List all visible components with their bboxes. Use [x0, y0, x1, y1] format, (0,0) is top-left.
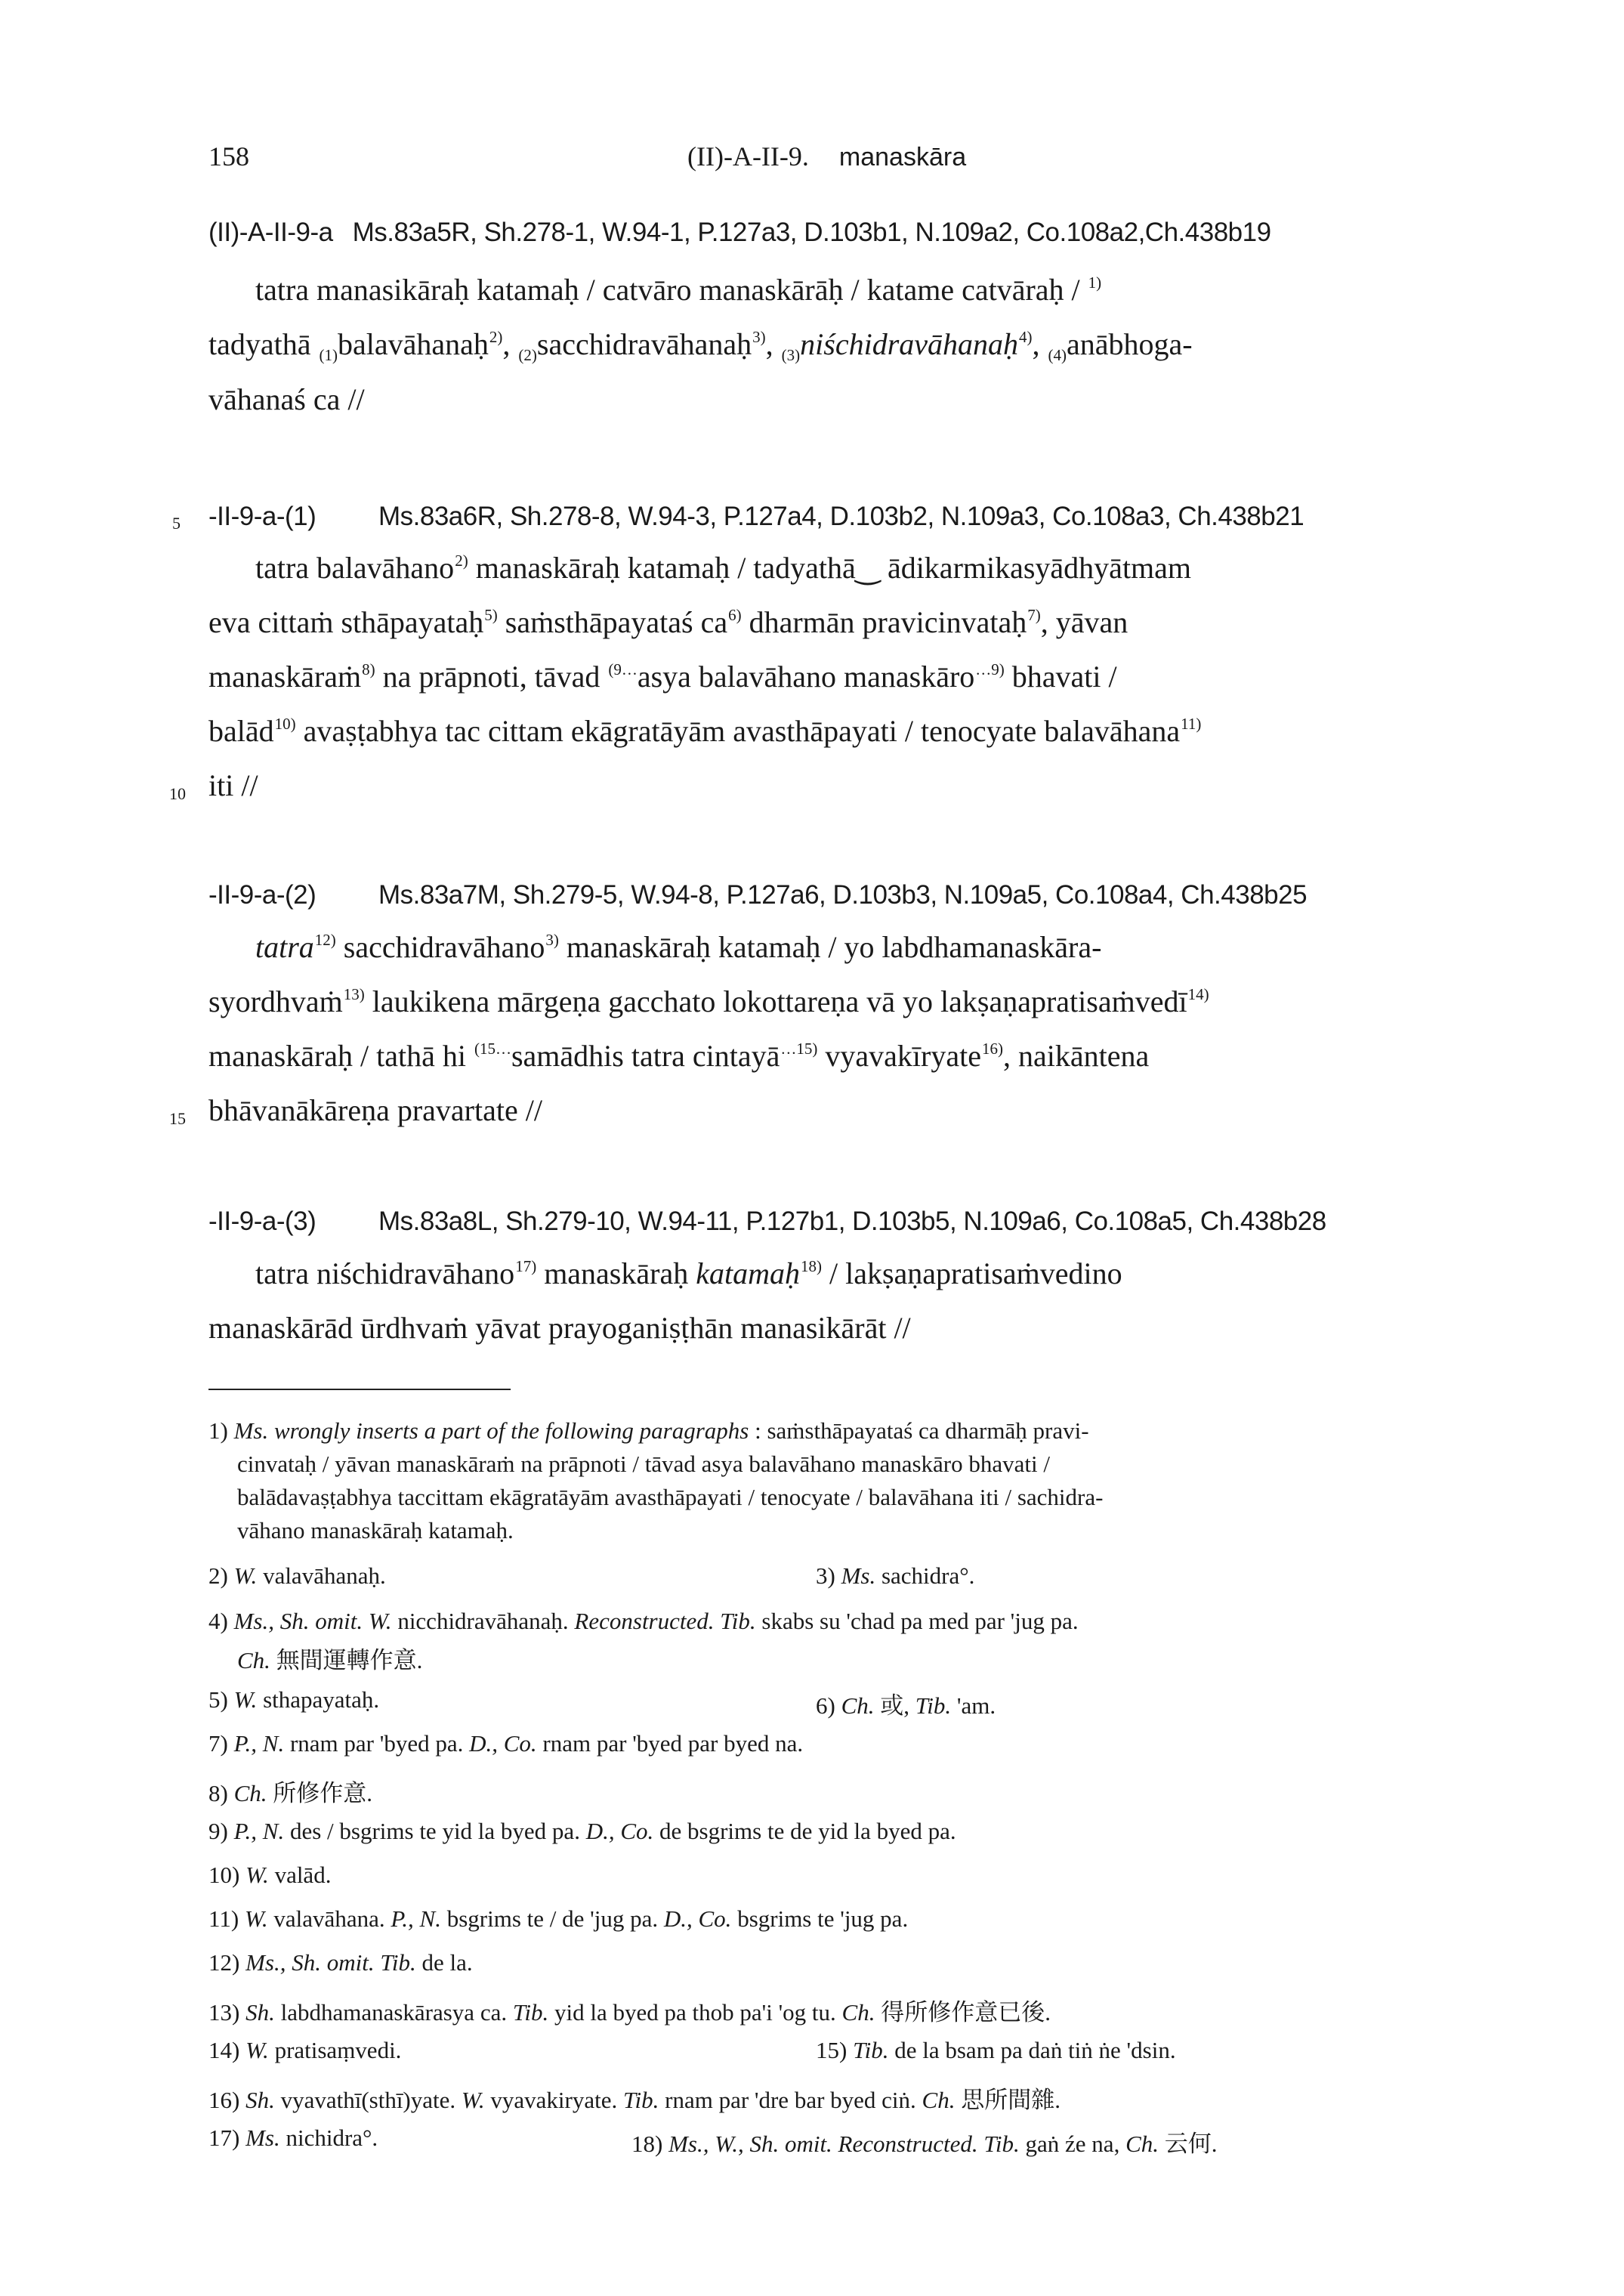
text-line: tatra manasikāraḥ katamaḥ / catvāro manaskārāḥ / katame catvāraḥ / $^{1)}$: [255, 273, 1102, 307]
text-line: tadyathā $_{(1)}$balavāhanaḥ$^{2)}$, $_{(2)}$sacchidravāhanaḥ$^{3)}$, $_{(3)}$niśchidravāhanaḥ$^{4)}$, $_{(4)}$anābhoga-: [208, 327, 1193, 364]
footnote-4: 4) Ms., Sh. omit. W. nicchidravāhanaḥ. Reconstructed. Tib. skabs su 'chad pa med par 'jug pa.: [208, 1608, 1079, 1634]
line-number: 10: [169, 784, 186, 803]
section-siglum: -II-9-a-(2): [208, 880, 316, 910]
text-line: vāhanaś ca //: [208, 382, 365, 416]
manuscript-sources: Ms.83a6R, Sh.278-8, W.94-3, P.127a4, D.103b2, N.109a3, Co.108a3, Ch.438b21: [378, 502, 1304, 531]
footnote-13: 13) Sh. labdhamanaskārasya ca. Tib. yid la byed pa thob pa'i 'og tu. Ch. 得所修作意已後.: [208, 1999, 1051, 2026]
footnote-15: 15) Tib. de la bsam pa daṅ tiṅ ṅe 'dsin.: [816, 2037, 1176, 2063]
footnote-1-cont: balādavaṣṭabhya taccittam ekāgratāyām avasthāpayati / tenocyate / balavāhana iti / sachidra-: [237, 1484, 1104, 1510]
manuscript-sources: Ms.83a5R, Sh.278-1, W.94-1, P.127a3, D.103b1, N.109a2, Co.108a2,Ch.438b19: [352, 218, 1271, 247]
footnote-1-cont: vāhano manaskāraḥ katamaḥ.: [237, 1517, 514, 1544]
footnote-10: 10) W. valād.: [208, 1862, 332, 1888]
section-reference: [208, 1207, 1326, 1237]
footnote-2: 2) W. valavāhanaḥ.: [208, 1562, 386, 1589]
text-line: eva cittaṁ sthāpayataḥ$^{5)}$ saṁsthāpayataś $ca^{6)}$ dharmān pravicinvataḥ$^{7)}$, yāvan: [208, 605, 1128, 639]
footnote-16: 16) Sh. vyavathī(sthī)yate. W. vyavakiryate. Tib. rnam par 'dre bar byed ciṅ. Ch. 思所間雜.: [208, 2087, 1061, 2113]
text-line: manaskāraḥ / tathā hi $^{(15\dots}$samādhis tatra cintayā$^{\dots 15)}$ vyavakīryate$^{16)}$, naikāntena: [208, 1039, 1150, 1073]
footnote-14: 14) W. pratisaṃvedi.: [208, 2037, 402, 2063]
text-line: balād$^{10)}$ avaṣṭabhya tac cittam ekāgratāyām avasthāpayati / tenocyate balavāhana$^{11)}$: [208, 714, 1202, 748]
text-line: bhāvanākāreṇa pravartate //: [208, 1093, 542, 1127]
text-line: manaskāraṁ$^{8)}$ na prāpnoti, tāvad $^{(9\dots}$asya balavāhano manaskāro$^{\dots 9)}$ bhavati /: [208, 660, 1117, 694]
footnote-3: 3) Ms. sachidra°.: [816, 1562, 975, 1589]
footnote-4-cont: Ch. 無間運轉作意.: [237, 1647, 423, 1673]
footnote-5: 5) W. sthapayataḥ.: [208, 1686, 380, 1713]
text-line: tatra balavāhano$^{2)}$ manaskāraḥ katamaḥ / tadyathā‿ ādikarmikasyādhyātmam: [255, 551, 1192, 585]
footnote-18: 18) Ms., W., Sh. omit. Reconstructed. Tib. gaṅ źe na, Ch. 云何.: [631, 2131, 1218, 2157]
text-line: syordhvaṁ$^{13)}$ laukikena mārgeṇa gacchato lokottareṇa vā yo lakṣaṇapratisaṁvedī$^{14)}$: [208, 984, 1209, 1018]
section-siglum: -II-9-a-(1): [208, 502, 316, 531]
text-line: tatra$^{12)}$ sacchidravāhano$^{3)}$ manaskāraḥ katamaḥ / yo labdhamanaskāra-: [255, 930, 1102, 964]
text-line: iti //: [208, 768, 258, 802]
running-subtitle: manaskāra: [838, 143, 967, 172]
section-siglum: (II)-A-II-9-a: [208, 218, 333, 247]
footnote-17: 17) Ms. nichidra°.: [208, 2124, 378, 2151]
section-reference: [208, 218, 1271, 248]
line-number: 5: [172, 514, 181, 533]
line-number: 15: [169, 1109, 186, 1128]
section-siglum: -II-9-a-(3): [208, 1207, 316, 1236]
footnote-12: 12) Ms., Sh. omit. Tib. de la.: [208, 1949, 473, 1976]
section-reference: [208, 502, 1304, 532]
footnote-9: 9) P., N. des / bsgrims te yid la byed pa. D., Co. de bsgrims te de yid la byed pa.: [208, 1818, 956, 1844]
manuscript-sources: Ms.83a7M, Sh.279-5, W.94-8, P.127a6, D.103b3, N.109a5, Co.108a4, Ch.438b25: [378, 880, 1308, 910]
section-reference: [208, 880, 1307, 910]
manuscript-sources: Ms.83a8L, Sh.279-10, W.94-11, P.127b1, D.103b5, N.109a6, Co.108a5, Ch.438b28: [378, 1207, 1326, 1236]
running-title: (II)-A-II-9.: [687, 141, 809, 172]
footnote-8: 8) Ch. 所修作意.: [208, 1780, 373, 1806]
footnote-1: 1) Ms. wrongly inserts a part of the following paragraphs : saṁsthāpayataś ca dharmāḥ pravi-: [208, 1417, 1089, 1444]
footnote-rule: [208, 1389, 511, 1390]
footnote-1-cont: cinvataḥ / yāvan manaskāraṁ na prāpnoti / tāvad asya balavāhano manaskāro bhavati /: [237, 1451, 1050, 1477]
footnote-7: 7) P., N. rnam par 'byed pa. D., Co. rnam par 'byed par byed na.: [208, 1730, 804, 1757]
page-number: 158: [208, 141, 249, 172]
running-header: [687, 141, 966, 172]
footnote-11: 11) W. valavāhana. P., N. bsgrims te / de 'jug pa. D., Co. bsgrims te 'jug pa.: [208, 1905, 909, 1932]
text-line: tatra niśchidravāhano$^{17)}$ manaskāraḥ katamaḥ$^{18)}$ / lakṣaṇapratisaṁvedino: [255, 1256, 1122, 1290]
footnote-6: 6) Ch. 或, Tib. 'am.: [816, 1692, 996, 1719]
text-line: manaskārād ūrdhvaṁ yāvat prayoganiṣṭhān manasikārāt //: [208, 1311, 911, 1345]
